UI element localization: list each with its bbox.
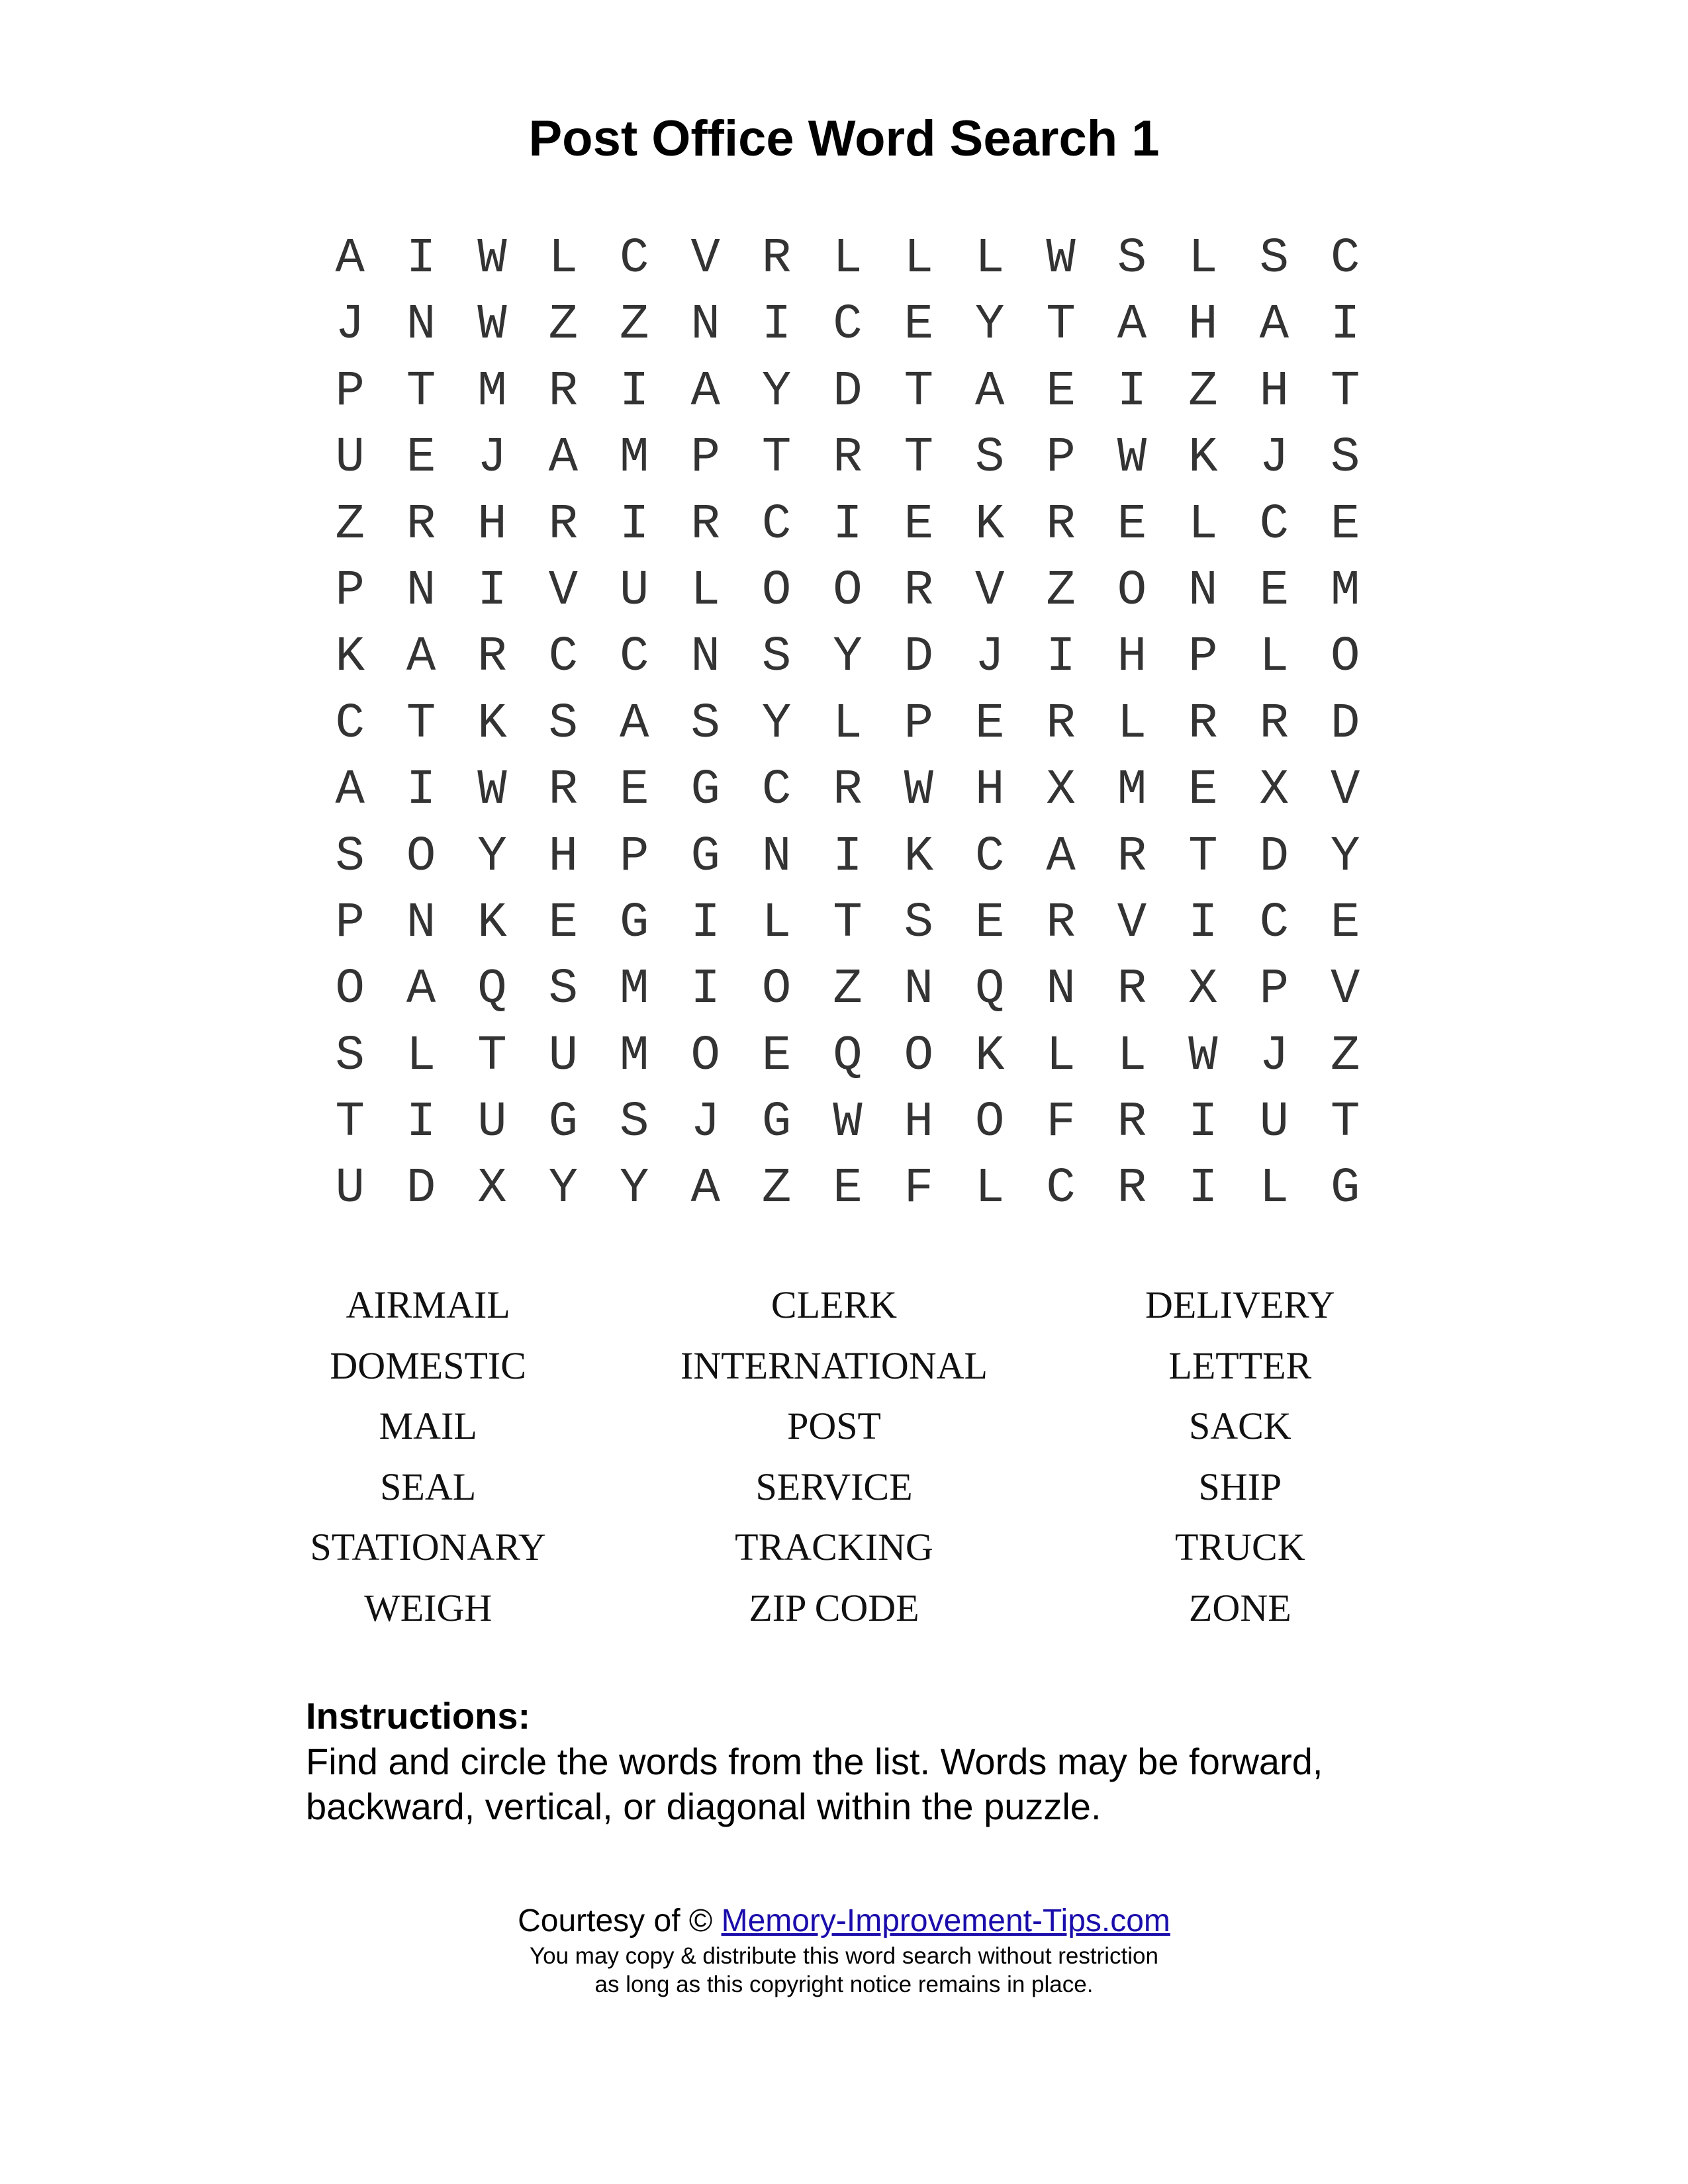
grid-letter[interactable]: E: [904, 297, 934, 353]
word-list-item: SEAL: [380, 1465, 477, 1508]
grid-letter[interactable]: S: [1259, 231, 1289, 287]
grid-letter[interactable]: V: [1330, 762, 1360, 819]
grid-letter[interactable]: V: [548, 563, 579, 619]
grid-letter[interactable]: G: [690, 762, 720, 819]
grid-letter[interactable]: S: [1117, 231, 1147, 287]
grid-letter[interactable]: Y: [477, 829, 507, 885]
grid-letter[interactable]: M: [1330, 563, 1360, 619]
grid-letter[interactable]: L: [975, 1161, 1005, 1217]
grid-letter[interactable]: L: [406, 1028, 436, 1084]
grid-letter[interactable]: I: [406, 762, 436, 819]
grid-letter[interactable]: U: [335, 430, 365, 486]
grid-letter[interactable]: J: [975, 629, 1005, 686]
grid-letter[interactable]: T: [477, 1028, 507, 1084]
grid-letter[interactable]: M: [620, 1028, 649, 1084]
grid-letter[interactable]: R: [1046, 895, 1076, 951]
grid-letter[interactable]: H: [904, 1095, 934, 1151]
grid-letter[interactable]: R: [904, 563, 934, 619]
grid-letter[interactable]: L: [761, 895, 792, 951]
grid-letter[interactable]: L: [1188, 496, 1218, 553]
grid-letter[interactable]: U: [620, 563, 649, 619]
grid-letter[interactable]: R: [690, 496, 720, 553]
grid-letter[interactable]: R: [1117, 829, 1147, 885]
grid-letter[interactable]: H: [548, 829, 579, 885]
grid-letter[interactable]: T: [1188, 829, 1218, 885]
grid-letter[interactable]: G: [620, 895, 649, 951]
grid-letter[interactable]: D: [1259, 829, 1289, 885]
grid-letter[interactable]: G: [1330, 1161, 1360, 1217]
grid-letter[interactable]: C: [761, 496, 792, 553]
grid-letter[interactable]: E: [1046, 363, 1076, 420]
grid-letter[interactable]: Y: [548, 1161, 579, 1217]
grid-letter[interactable]: Q: [477, 962, 507, 1018]
grid-letter[interactable]: U: [335, 1161, 365, 1217]
grid-letter[interactable]: C: [548, 629, 579, 686]
grid-letter[interactable]: W: [904, 762, 934, 819]
word-list: [0, 1279, 1688, 1643]
grid-letter[interactable]: O: [761, 962, 792, 1018]
grid-letter[interactable]: S: [904, 895, 934, 951]
grid-letter[interactable]: H: [975, 762, 1005, 819]
grid-letter[interactable]: R: [548, 762, 579, 819]
grid-letter[interactable]: V: [1330, 962, 1360, 1018]
grid-letter[interactable]: P: [690, 430, 720, 486]
word-list-item: ZONE: [1189, 1586, 1291, 1629]
word-list-item: SHIP: [1198, 1465, 1282, 1508]
word-list-item: STATIONARY: [310, 1525, 546, 1569]
grid-letter[interactable]: O: [690, 1028, 720, 1084]
grid-letter[interactable]: R: [1117, 962, 1147, 1018]
grid-letter[interactable]: I: [690, 962, 720, 1018]
grid-letter[interactable]: M: [477, 363, 507, 420]
grid-letter[interactable]: L: [690, 563, 720, 619]
grid-letter[interactable]: Z: [1188, 363, 1218, 420]
grid-letter[interactable]: G: [761, 1095, 792, 1151]
grid-letter[interactable]: N: [690, 297, 720, 353]
grid-letter[interactable]: I: [1188, 1095, 1218, 1151]
grid-letter[interactable]: O: [335, 962, 365, 1018]
grid-letter[interactable]: S: [548, 696, 579, 752]
grid-letter[interactable]: T: [406, 696, 436, 752]
grid-letter[interactable]: E: [548, 895, 579, 951]
grid-letter[interactable]: W: [477, 297, 507, 353]
grid-letter[interactable]: A: [690, 1161, 720, 1217]
grid-letter[interactable]: D: [833, 363, 863, 420]
grid-letter[interactable]: I: [833, 829, 863, 885]
grid-letter[interactable]: N: [690, 629, 720, 686]
grid-letter[interactable]: C: [1046, 1161, 1076, 1217]
grid-letter[interactable]: Y: [975, 297, 1005, 353]
grid-letter[interactable]: E: [1117, 496, 1147, 553]
grid-letter[interactable]: P: [1046, 430, 1076, 486]
grid-letter[interactable]: C: [1259, 895, 1289, 951]
grid-letter[interactable]: L: [975, 231, 1005, 287]
grid-letter[interactable]: V: [1117, 895, 1147, 951]
grid-letter[interactable]: E: [1330, 496, 1360, 553]
grid-letter[interactable]: R: [761, 231, 792, 287]
grid-letter[interactable]: C: [620, 629, 649, 686]
grid-letter[interactable]: N: [406, 297, 436, 353]
grid-letter[interactable]: N: [1188, 563, 1218, 619]
grid-letter[interactable]: N: [1046, 962, 1076, 1018]
grid-letter[interactable]: A: [1117, 297, 1147, 353]
grid-letter[interactable]: S: [690, 696, 720, 752]
grid-letter[interactable]: T: [761, 430, 792, 486]
grid-letter[interactable]: P: [335, 363, 365, 420]
grid-letter[interactable]: U: [1259, 1095, 1289, 1151]
word-list-item: DELIVERY: [1145, 1283, 1335, 1326]
grid-letter[interactable]: M: [1117, 762, 1147, 819]
grid-letter[interactable]: L: [1188, 231, 1218, 287]
grid-letter[interactable]: J: [335, 297, 365, 353]
grid-letter[interactable]: N: [406, 563, 436, 619]
grid-letter[interactable]: R: [1046, 696, 1076, 752]
grid-letter[interactable]: A: [1259, 297, 1289, 353]
word-list-item: MAIL: [379, 1404, 477, 1448]
grid-letter[interactable]: W: [1117, 430, 1147, 486]
grid-letter[interactable]: H: [1259, 363, 1289, 420]
grid-letter[interactable]: J: [477, 430, 507, 486]
grid-letter[interactable]: P: [335, 563, 365, 619]
grid-letter[interactable]: S: [620, 1095, 649, 1151]
grid-letter[interactable]: D: [406, 1161, 436, 1217]
grid-letter[interactable]: T: [1046, 297, 1076, 353]
page-title: Post Office Word Search 1: [528, 111, 1160, 167]
grid-letter[interactable]: R: [1259, 696, 1289, 752]
grid-letter[interactable]: S: [335, 1028, 365, 1084]
grid-letter[interactable]: Y: [761, 696, 792, 752]
grid-letter[interactable]: J: [1259, 430, 1289, 486]
word-list-item: ZIP CODE: [749, 1586, 919, 1629]
grid-letter[interactable]: R: [833, 762, 863, 819]
grid-letter[interactable]: R: [477, 629, 507, 686]
grid-letter[interactable]: Z: [761, 1161, 792, 1217]
grid-letter[interactable]: H: [1117, 629, 1147, 686]
word-list-item: TRACKING: [735, 1525, 933, 1569]
grid-letter[interactable]: C: [975, 829, 1005, 885]
instructions-heading: Instructions:: [306, 1695, 531, 1737]
grid-letter[interactable]: Z: [1330, 1028, 1360, 1084]
grid-letter[interactable]: G: [548, 1095, 579, 1151]
word-list-item: SACK: [1188, 1404, 1291, 1448]
grid-letter[interactable]: W: [833, 1095, 863, 1151]
grid-letter[interactable]: Q: [833, 1028, 863, 1084]
word-list-item: POST: [787, 1404, 881, 1448]
grid-letter[interactable]: F: [1046, 1095, 1076, 1151]
courtesy-line: [0, 1901, 1688, 1942]
grid-letter[interactable]: L: [833, 696, 863, 752]
grid-letter[interactable]: N: [904, 962, 934, 1018]
word-list-item: INTERNATIONAL: [680, 1343, 988, 1387]
grid-letter[interactable]: R: [1046, 496, 1076, 553]
grid-letter[interactable]: W: [477, 231, 507, 287]
grid-letter[interactable]: W: [1046, 231, 1076, 287]
grid-letter[interactable]: K: [904, 829, 934, 885]
grid-letter[interactable]: E: [975, 696, 1005, 752]
grid-letter[interactable]: C: [1330, 231, 1360, 287]
grid-letter[interactable]: O: [1330, 629, 1360, 686]
grid-letter[interactable]: Z: [833, 962, 863, 1018]
grid-letter[interactable]: O: [975, 1095, 1005, 1151]
grid-letter[interactable]: A: [690, 363, 720, 420]
grid-letter[interactable]: P: [620, 829, 649, 885]
grid-letter[interactable]: V: [690, 231, 720, 287]
grid-letter[interactable]: A: [406, 629, 436, 686]
grid-letter[interactable]: O: [406, 829, 436, 885]
grid-letter[interactable]: I: [833, 496, 863, 553]
grid-letter[interactable]: K: [1188, 430, 1218, 486]
grid-letter[interactable]: L: [1117, 696, 1147, 752]
grid-letter[interactable]: P: [1188, 629, 1218, 686]
grid-letter[interactable]: A: [335, 762, 365, 819]
courtesy-prefix: Courtesy of ©: [518, 1903, 713, 1938]
grid-letter[interactable]: I: [406, 231, 436, 287]
letter-grid: [314, 226, 1381, 1222]
word-list-item: LETTER: [1168, 1343, 1312, 1387]
grid-letter[interactable]: I: [690, 895, 720, 951]
grid-letter[interactable]: K: [477, 696, 507, 752]
grid-letter[interactable]: I: [1188, 1161, 1218, 1217]
grid-letter[interactable]: E: [406, 430, 436, 486]
grid-letter[interactable]: L: [1117, 1028, 1147, 1084]
grid-letter[interactable]: E: [975, 895, 1005, 951]
grid-letter[interactable]: R: [548, 496, 579, 553]
grid-letter[interactable]: J: [690, 1095, 720, 1151]
grid-letter[interactable]: O: [1117, 563, 1147, 619]
grid-letter[interactable]: C: [761, 762, 792, 819]
copyright-notice-line-1: You may copy & distribute this word search without restriction: [530, 1943, 1158, 1969]
grid-letter[interactable]: I: [1188, 895, 1218, 951]
grid-letter[interactable]: A: [1046, 829, 1076, 885]
grid-letter[interactable]: F: [904, 1161, 934, 1217]
grid-letter[interactable]: C: [833, 297, 863, 353]
grid-letter[interactable]: Y: [833, 629, 863, 686]
grid-letter[interactable]: U: [477, 1095, 507, 1151]
word-list-item: TRUCK: [1175, 1525, 1305, 1569]
grid-letter[interactable]: I: [761, 297, 792, 353]
grid-letter[interactable]: O: [833, 563, 863, 619]
grid-letter[interactable]: N: [761, 829, 792, 885]
grid-letter[interactable]: P: [335, 895, 365, 951]
grid-letter[interactable]: S: [1330, 430, 1360, 486]
grid-letter[interactable]: A: [620, 696, 649, 752]
grid-letter[interactable]: V: [975, 563, 1005, 619]
grid-letter[interactable]: E: [1330, 895, 1360, 951]
grid-letter[interactable]: L: [1259, 1161, 1289, 1217]
grid-letter[interactable]: I: [620, 496, 649, 553]
grid-letter[interactable]: Z: [335, 496, 365, 553]
grid-letter[interactable]: I: [620, 363, 649, 420]
word-list-item: SERVICE: [755, 1465, 913, 1508]
website-link[interactable]: Memory-Improvement-Tips.com: [721, 1903, 1170, 1938]
grid-letter[interactable]: D: [1330, 696, 1360, 752]
grid-letter[interactable]: E: [904, 496, 934, 553]
grid-letter[interactable]: I: [1330, 297, 1360, 353]
grid-letter[interactable]: W: [1188, 1028, 1218, 1084]
grid-letter[interactable]: T: [1330, 1095, 1360, 1151]
grid-letter[interactable]: E: [620, 762, 649, 819]
grid-letter[interactable]: E: [1259, 563, 1289, 619]
grid-letter[interactable]: L: [833, 231, 863, 287]
grid-letter[interactable]: R: [1117, 1095, 1147, 1151]
word-list-item: WEIGH: [364, 1586, 492, 1629]
footer: [0, 1901, 1688, 1999]
grid-letter[interactable]: K: [335, 629, 365, 686]
grid-letter[interactable]: J: [1259, 1028, 1289, 1084]
grid-letter[interactable]: T: [904, 363, 934, 420]
word-list-item: CLERK: [771, 1283, 898, 1326]
grid-letter[interactable]: L: [1259, 629, 1289, 686]
grid-letter[interactable]: T: [335, 1095, 365, 1151]
grid-letter[interactable]: Y: [620, 1161, 649, 1217]
grid-letter[interactable]: R: [548, 363, 579, 420]
grid-letter[interactable]: I: [1117, 363, 1147, 420]
grid-letter[interactable]: R: [1188, 696, 1218, 752]
grid-letter[interactable]: L: [1046, 1028, 1076, 1084]
grid-letter[interactable]: K: [477, 895, 507, 951]
grid-letter[interactable]: K: [975, 1028, 1005, 1084]
grid-letter[interactable]: L: [548, 231, 579, 287]
grid-letter[interactable]: T: [1330, 363, 1360, 420]
grid-letter[interactable]: E: [833, 1161, 863, 1217]
grid-letter[interactable]: R: [1117, 1161, 1147, 1217]
grid-letter[interactable]: M: [620, 430, 649, 486]
grid-letter[interactable]: P: [904, 696, 934, 752]
grid-letter[interactable]: R: [833, 430, 863, 486]
grid-letter[interactable]: Z: [1046, 563, 1076, 619]
grid-letter[interactable]: A: [406, 962, 436, 1018]
grid-letter[interactable]: X: [477, 1161, 507, 1217]
grid-letter[interactable]: S: [335, 829, 365, 885]
grid-letter[interactable]: T: [833, 895, 863, 951]
grid-letter[interactable]: K: [975, 496, 1005, 553]
grid-letter[interactable]: Y: [761, 363, 792, 420]
word-list-item: AIRMAIL: [346, 1283, 510, 1326]
grid-letter[interactable]: I: [1046, 629, 1076, 686]
grid-letter[interactable]: S: [761, 629, 792, 686]
grid-letter[interactable]: O: [904, 1028, 934, 1084]
grid-letter[interactable]: X: [1046, 762, 1076, 819]
grid-letter[interactable]: W: [477, 762, 507, 819]
copyright-notice-line-2: as long as this copyright notice remains in place.: [594, 1972, 1094, 1997]
grid-letter[interactable]: S: [548, 962, 579, 1018]
grid-letter[interactable]: M: [620, 962, 649, 1018]
grid-letter[interactable]: U: [548, 1028, 579, 1084]
grid-letter[interactable]: H: [477, 496, 507, 553]
grid-letter[interactable]: Q: [975, 962, 1005, 1018]
grid-letter[interactable]: L: [904, 231, 934, 287]
instructions-text: Find and circle the words from the list. Words may be forward, backward, vertical, or diagonal within the puzzle.: [306, 1741, 1323, 1827]
grid-letter[interactable]: C: [335, 696, 365, 752]
grid-letter[interactable]: X: [1259, 762, 1289, 819]
grid-letter[interactable]: Z: [548, 297, 579, 353]
grid-letter[interactable]: S: [975, 430, 1005, 486]
grid-letter[interactable]: C: [1259, 496, 1289, 553]
grid-letter[interactable]: D: [904, 629, 934, 686]
grid-letter[interactable]: G: [690, 829, 720, 885]
grid-letter[interactable]: H: [1188, 297, 1218, 353]
grid-letter[interactable]: I: [477, 563, 507, 619]
grid-letter[interactable]: I: [406, 1095, 436, 1151]
grid-letter[interactable]: A: [548, 430, 579, 486]
word-list-item: DOMESTIC: [330, 1343, 526, 1387]
grid-letter[interactable]: C: [620, 231, 649, 287]
grid-letter[interactable]: E: [761, 1028, 792, 1084]
grid-letter[interactable]: T: [406, 363, 436, 420]
grid-letter[interactable]: A: [975, 363, 1005, 420]
grid-letter[interactable]: E: [1188, 762, 1218, 819]
grid-letter[interactable]: O: [761, 563, 792, 619]
grid-letter[interactable]: R: [406, 496, 436, 553]
grid-letter[interactable]: Y: [1330, 829, 1360, 885]
grid-letter[interactable]: T: [904, 430, 934, 486]
grid-letter[interactable]: N: [406, 895, 436, 951]
grid-letter[interactable]: A: [335, 231, 365, 287]
grid-letter[interactable]: P: [1259, 962, 1289, 1018]
grid-letter[interactable]: Z: [620, 297, 649, 353]
grid-letter[interactable]: X: [1188, 962, 1218, 1018]
